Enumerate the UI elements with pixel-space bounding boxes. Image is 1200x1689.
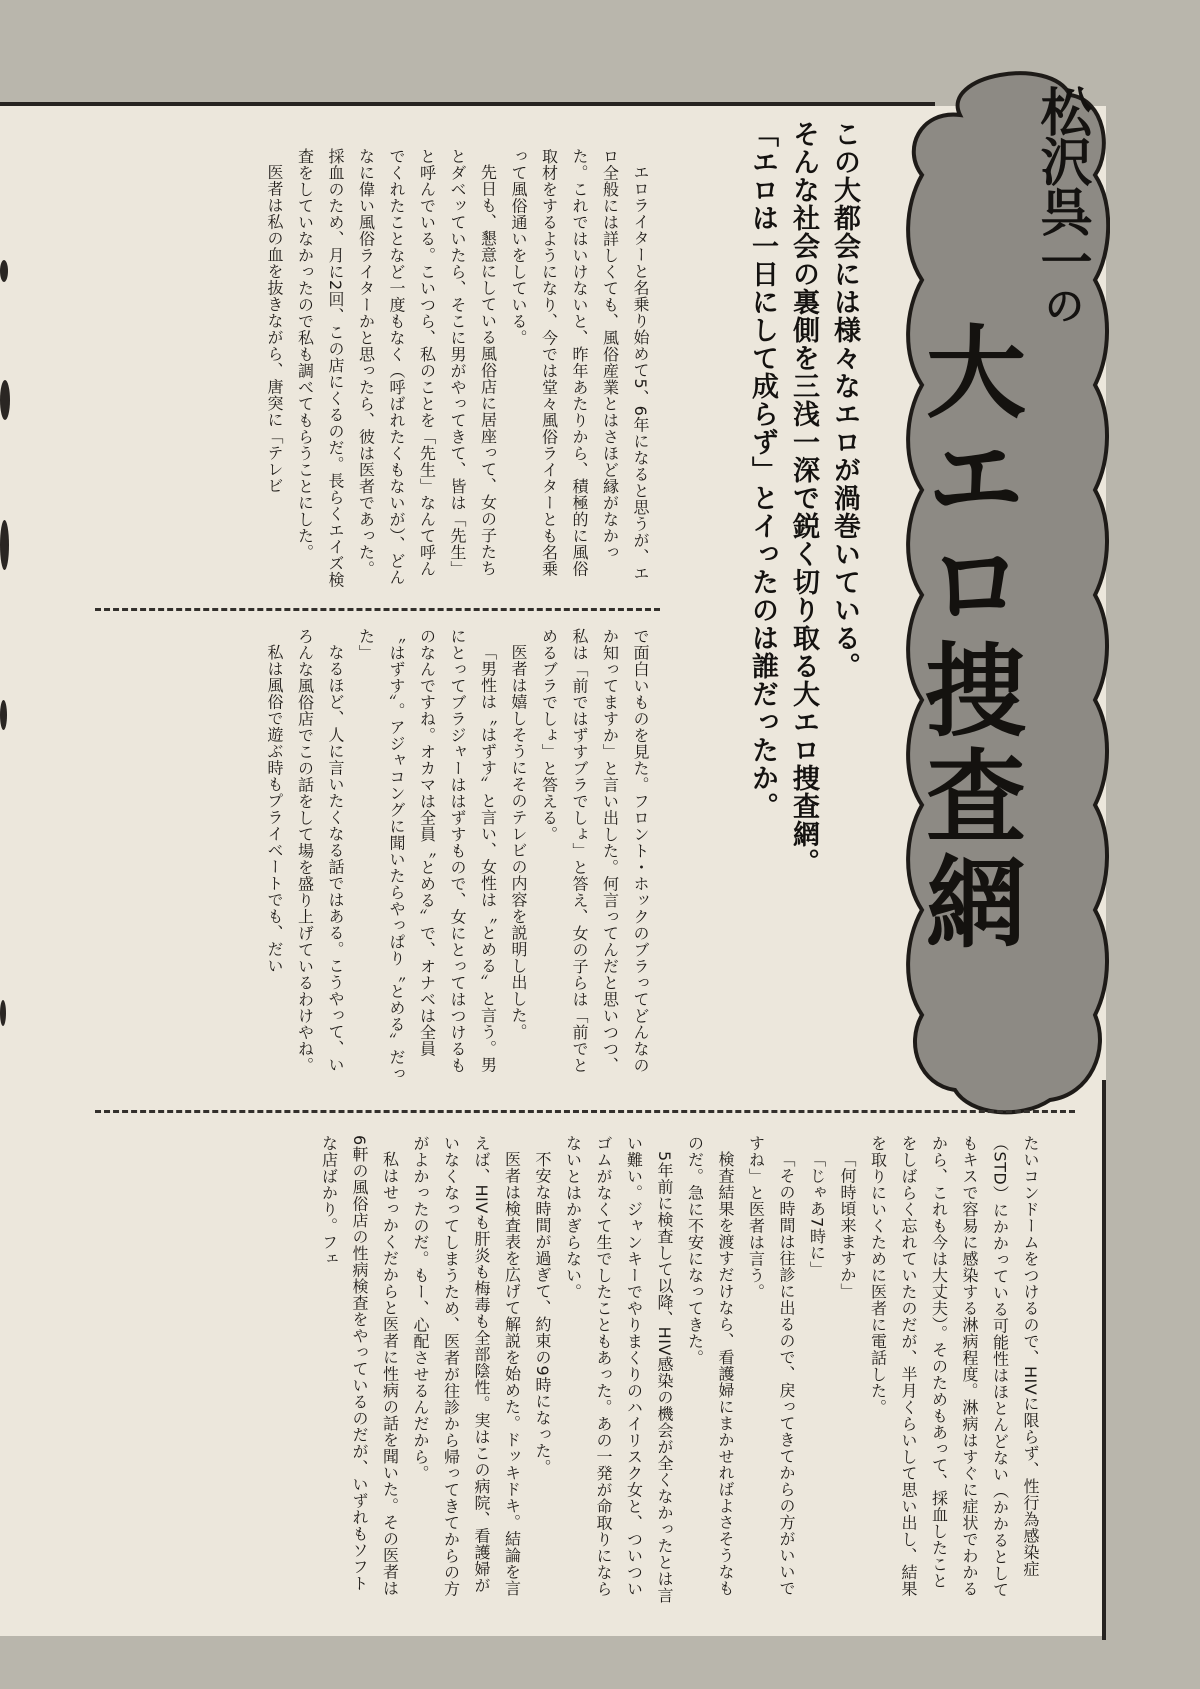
section-divider xyxy=(95,1110,1075,1113)
edge-mark xyxy=(0,700,7,730)
paragraph: 5年前に検査して以降、HIV感染の機会が全くなかったとは言い難い。ジャンキーでやりまくりのハイリスク女と、ついついゴムがなくて生でしたこともあった。あの一発が命取りにならないとはかぎらない。 xyxy=(563,1135,674,1604)
right-border-rule xyxy=(1102,1080,1106,1640)
body-lower xyxy=(120,1135,1045,1605)
lead-text xyxy=(700,120,865,1000)
paragraph: 検査結果を渡すだけなら、看護婦にまかせればよさそうなものだ。急に不安になってきた。 xyxy=(685,1135,735,1597)
paragraph: で面白いものを見た。フロント・ホックのブラってどんなのか知ってますか」と言い出した。何言ってんだと思いつつ、私は「前ではずすブラでしょ」と答え、女の子らは「前でとめるブラでしょ」と答える。 xyxy=(539,628,650,1074)
paragraph: 医者は検査表を広げて解説を始めた。ドッキドキ。結論を言えば、HIVも肝炎も梅毒も全部陰性。実はこの病院、看護婦がいなくなってしまうため、医者が往診から帰ってきてからの方がよかったのだ。もー、心配させるんだから。 xyxy=(411,1135,522,1597)
body-upper xyxy=(120,148,655,588)
edge-mark xyxy=(0,1000,6,1026)
edge-mark xyxy=(0,260,8,282)
section-divider xyxy=(95,608,660,611)
paragraph: 「じゃあ7時に」 xyxy=(807,1151,827,1278)
paragraph: 医者は私の血を抜きながら、唐突に「テレビ xyxy=(265,164,284,494)
edge-mark xyxy=(0,380,10,420)
paragraph: 先日も、懇意にしている風俗店に居座って、女の子たちとダベッていたら、そこに男がやってきて、皆は「先生」と呼んでいる。こいつら、私のことを「先生」なんて呼んでくれたことなど一度もなく（呼ばれたくもないが）、どんなに偉い風俗ライターかと思ったら、彼は医者であった。採血のため、月に2回、この店にくるのだ。長らくエイズ検査をしていなかったので私も調べてもらうことにした。 xyxy=(295,148,498,588)
author-name xyxy=(1030,85,1092,323)
top-border-rule xyxy=(0,102,935,106)
lead-line: この大都会には様々なエロが渦巻いている。 xyxy=(829,120,860,680)
body-middle xyxy=(120,628,655,1088)
edge-mark xyxy=(0,520,9,570)
paragraph: 医者は嬉しそうにそのテレビの内容を説明し出した。 xyxy=(509,644,528,1040)
author-text: 松沢呉一 xyxy=(1031,85,1091,285)
paragraph: 私は風俗で遊ぶ時もプライベートでも、だい xyxy=(265,644,284,974)
paragraph: たいコンドームをつけるので、HIVに限らず、性行為感染症（STD）にかかっている可能性はほとんどない（かかるとしてもキスで容易に感染する淋病程度。淋病はすぐに症状でわかるから、これも今は大丈夫）。そのためもあって、採血したことをしばらく忘れていたのだが、半月くらいして思い出し、結果を取りにいくために医者に電話した。 xyxy=(868,1135,1040,1598)
lead-line: そんな社会の裏側を三浅一深で鋭く切り取る大エロ捜査網。 xyxy=(788,120,819,876)
paragraph: 「男性は〝はずす〟と言い、女性は〝とめる〟と言う。男にとってブラジャーははずすもので、女にとってはつけるものなんですね。オカマは全員〝とめる〟で、オナベは全員〝はずす〟。アジャコングに聞いたらやっぱり〝とめる〟だった」 xyxy=(356,628,498,1082)
paragraph: 私はせっかくだからと医者に性病の話を聞いた。その医者は6軒の風俗店の性病検査をやっているのだが、いずれもソフトな店ばかり。フェ xyxy=(319,1135,400,1597)
author-particle: の xyxy=(1038,285,1084,323)
series-title: 大エロ捜査網 xyxy=(909,320,1026,956)
lead-line: 「エロは一日にして成らず」とイったのは誰だったか。 xyxy=(747,120,778,820)
paragraph: エロライターと名乗り始めて5、6年になると思うが、エロ全般には詳しくても、風俗産業とはさほど縁がなかった。これではいけないと、昨年あたりから、積極的に風俗取材をするようになり、今では堂々風俗ライターとも名乗って風俗通いをしている。 xyxy=(509,148,650,582)
paragraph: 「何時頃来ますか」 xyxy=(838,1151,857,1300)
paragraph: なるほど、人に言いたくなる話ではある。こうやって、いろんな風俗店でこの話をして場を盛り上げているわけやね。 xyxy=(295,628,345,1074)
paragraph: 「その時間は往診に出るので、戻ってきてからの方がいいですね」と医者は言う。 xyxy=(746,1135,796,1597)
paragraph: 不安な時間が過ぎて、約束の9時になった。 xyxy=(533,1151,552,1476)
